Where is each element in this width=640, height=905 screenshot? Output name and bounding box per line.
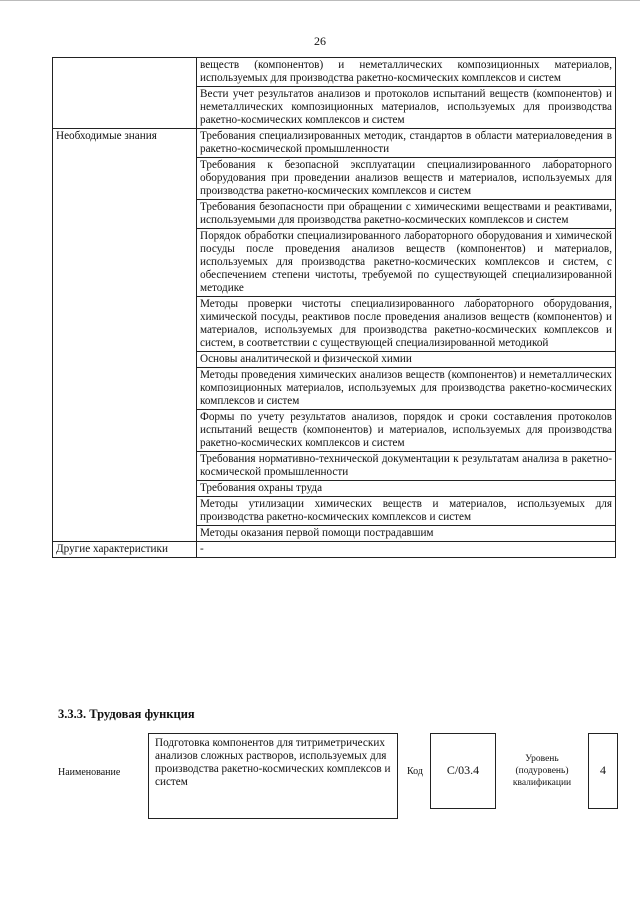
code-value-box: C/03.4 bbox=[430, 733, 496, 809]
level-value-box: 4 bbox=[588, 733, 618, 809]
row-text: Методы проверки чистоты специализированного лабораторного оборудования, химической посуды, реактивов после проведения анализов веществ (компонентов) и материалов, используемых для производства ракетно-космических комплексов и систем, в соответствии с существующей специализированной методикой bbox=[197, 297, 616, 352]
table-row bbox=[53, 542, 616, 558]
row-text: Требования охраны труда bbox=[197, 481, 616, 497]
name-label: Наименование bbox=[58, 767, 121, 778]
row-text: Методы проведения химических анализов веществ (компонентов) и неметаллических композиционных материалов, используемых для производства ракетно-космических комплексов и систем bbox=[197, 368, 616, 410]
row-text: веществ (компонентов) и неметаллических композиционных материалов, используемых для производства ракетно-космических комплексов и систем bbox=[197, 58, 616, 87]
code-label: Код bbox=[407, 766, 423, 777]
row-label: Другие характеристики bbox=[53, 542, 197, 558]
function-name-box: Подготовка компонентов для титриметрических анализов сложных растворов, используемых для производства ракетно-космических комплексов и систем bbox=[148, 733, 398, 819]
row-text: Порядок обработки специализированного лабораторного оборудования и химической посуды после проведения анализов веществ (компонентов) и материалов, используемых для производства ракетно-космических комплексов и систем, с обеспечением степени чистоты, требуемой по существующей специализированной методике bbox=[197, 229, 616, 297]
row-text: Требования нормативно-технической документации к результатам анализа в ракетно-космической промышленности bbox=[197, 452, 616, 481]
row-text: Формы по учету результатов анализов, порядок и сроки составления протоколов испытаний веществ (компонентов) и материалов, используемых для производства ракетно-космических комплексов и систем bbox=[197, 410, 616, 452]
row-text: - bbox=[197, 542, 616, 558]
level-label: Уровень (подуровень) квалификации bbox=[512, 754, 572, 788]
row-text: Методы утилизации химических веществ и материалов, используемых для производства ракетно-космических комплексов и систем bbox=[197, 497, 616, 526]
row-text: Требования безопасности при обращении с химическими веществами и реактивами, используемыми для производства ракетно-космических комплексов и систем bbox=[197, 200, 616, 229]
page-number: 26 bbox=[314, 34, 326, 48]
top-edge-line bbox=[0, 0, 640, 1]
competency-table bbox=[52, 57, 616, 558]
row-label: Необходимые знания bbox=[53, 129, 197, 542]
table-row bbox=[53, 58, 616, 87]
row-text: Требования к безопасной эксплуатации специализированного лабораторного оборудования при проведении анализов веществ и материалов, используемых для производства ракетно-космических комплексов и систем bbox=[197, 158, 616, 200]
row-text: Требования специализированных методик, стандартов в области материаловедения в ракетно-космической промышленности bbox=[197, 129, 616, 158]
table-row bbox=[53, 129, 616, 158]
row-label bbox=[53, 58, 197, 129]
row-text: Вести учет результатов анализов и протоколов испытаний веществ (компонентов) и неметаллических композиционных материалов, используемых для производства ракетно-космических комплексов и систем bbox=[197, 87, 616, 129]
row-text: Основы аналитической и физической химии bbox=[197, 352, 616, 368]
row-text: Методы оказания первой помощи пострадавшим bbox=[197, 526, 616, 542]
section-heading: 3.3.3. Трудовая функция bbox=[58, 707, 195, 721]
